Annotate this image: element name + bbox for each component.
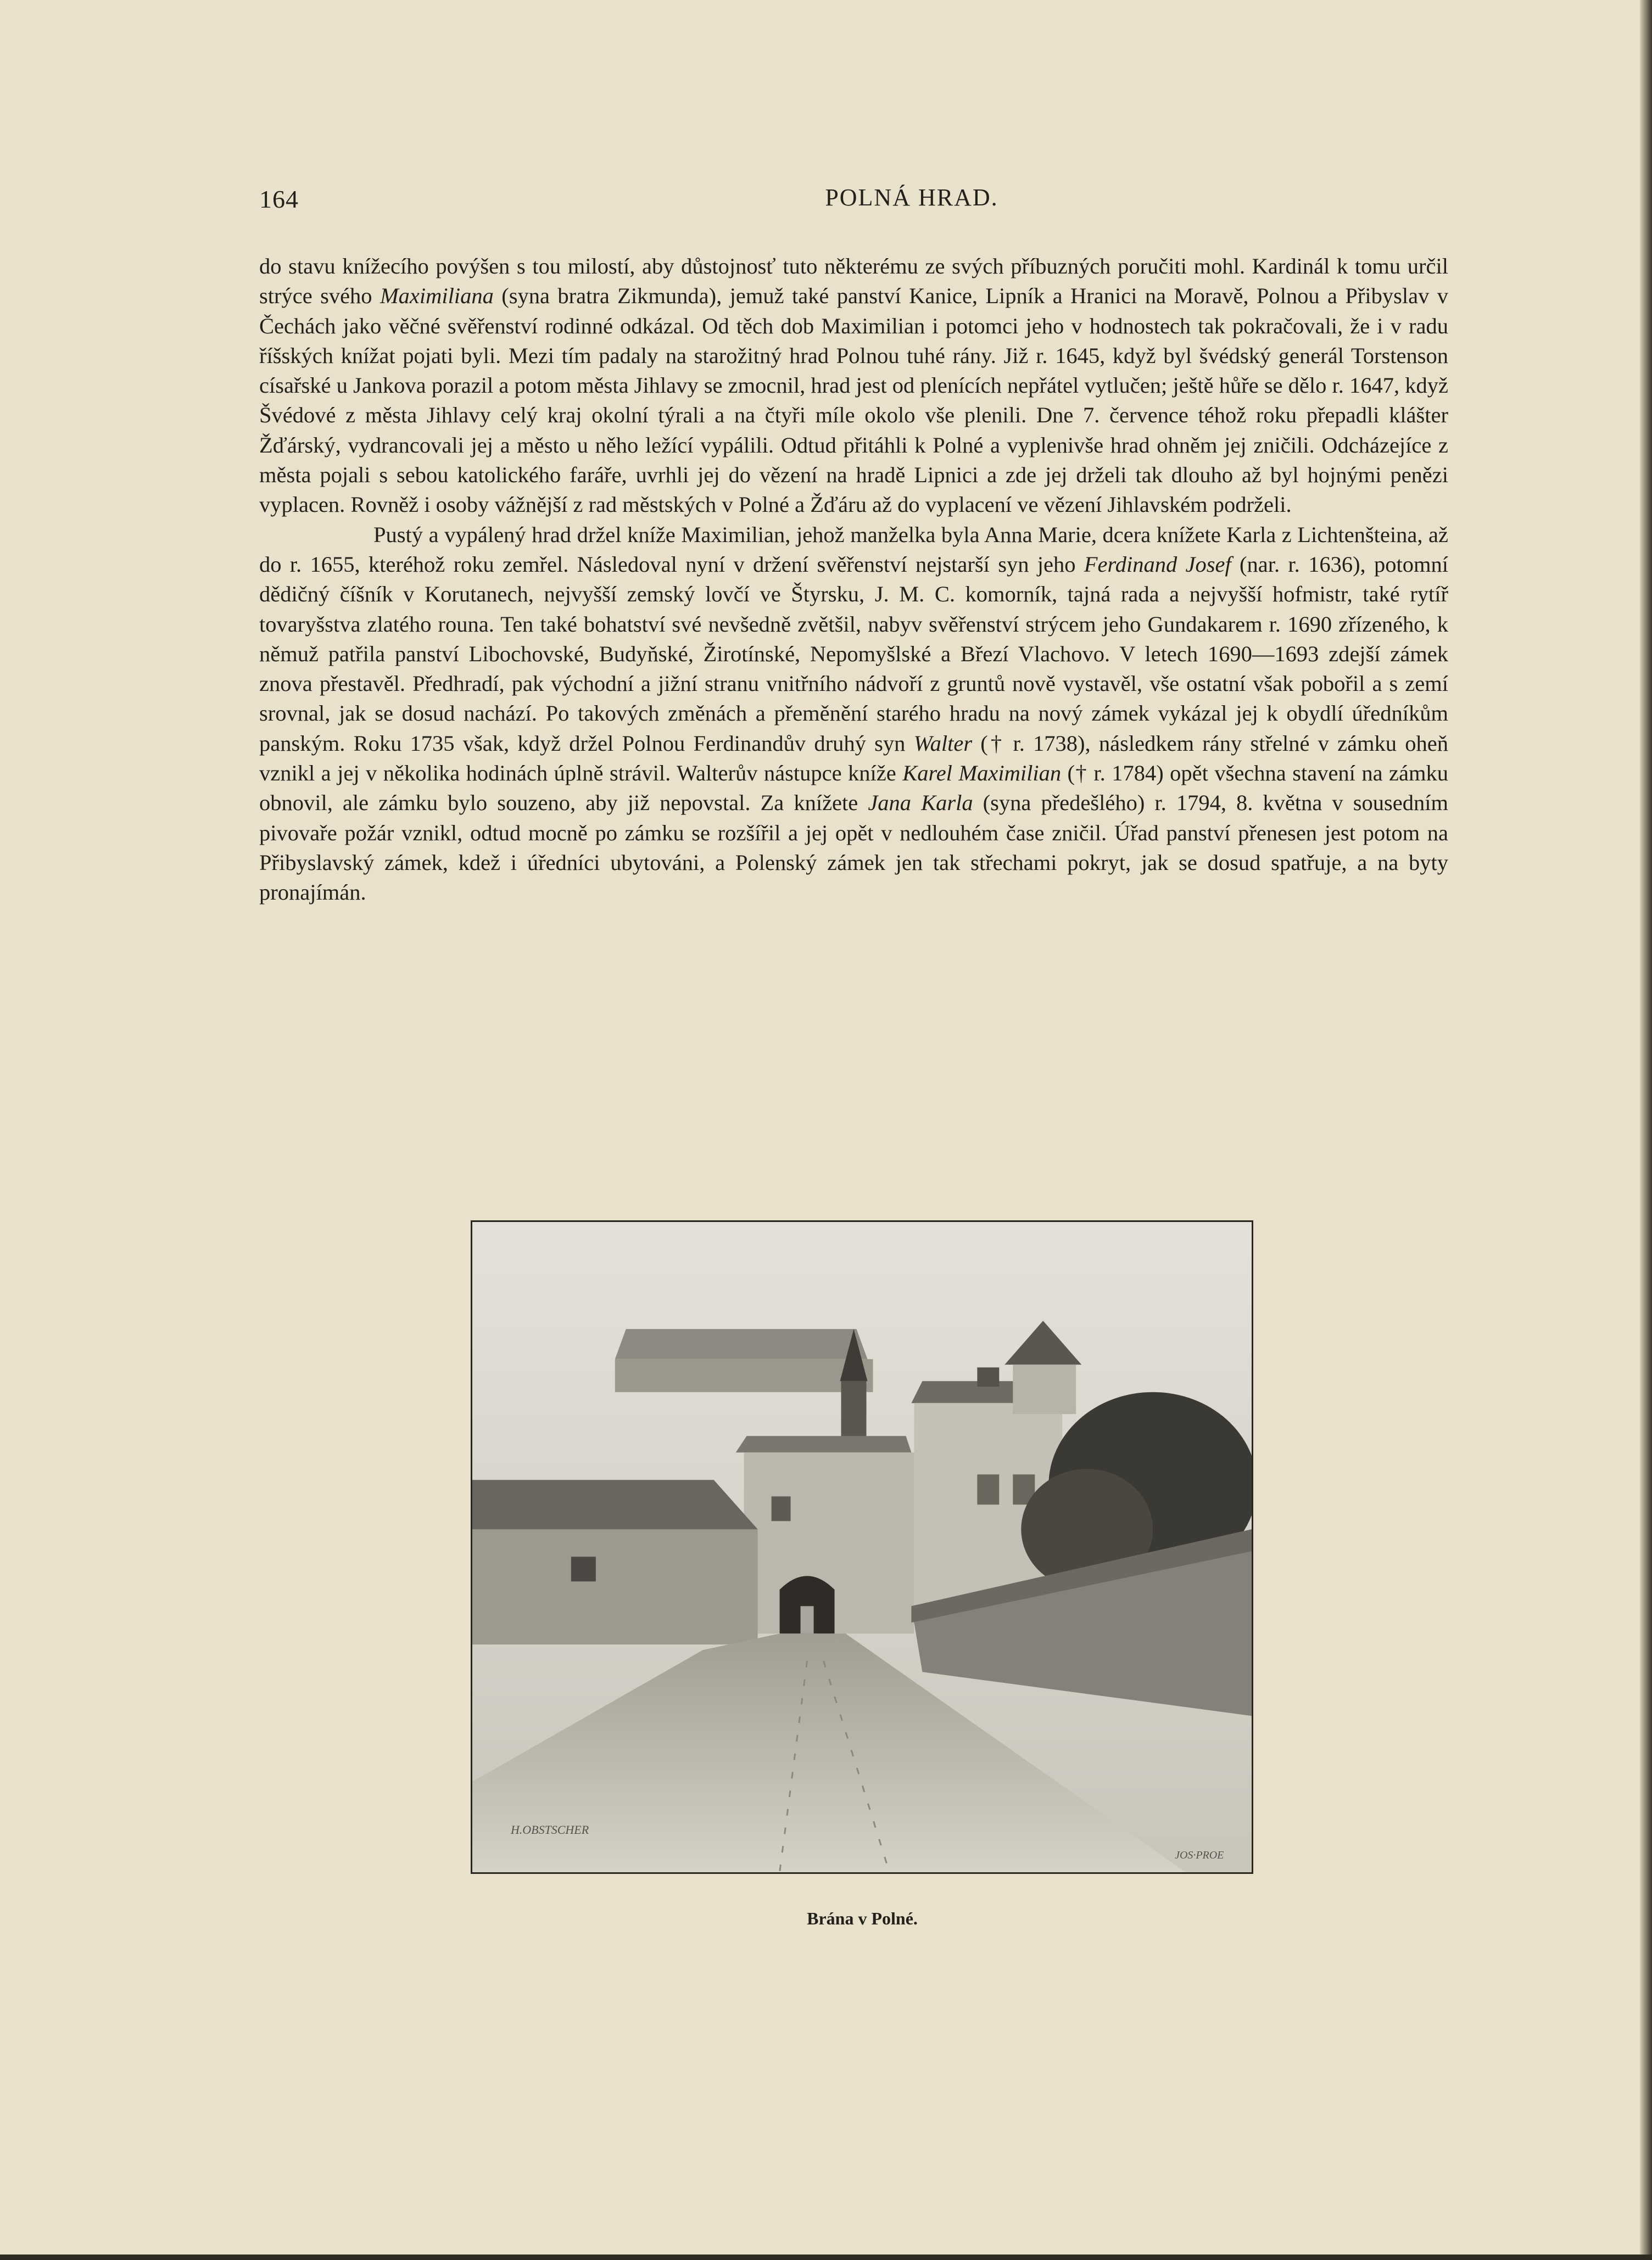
p2-italic-ferdinand-josef: Ferdinand Josef <box>1084 551 1231 577</box>
scan-edge-right <box>1640 0 1652 2260</box>
artist-signature-left: H.OBSTSCHER <box>510 1823 589 1837</box>
p1-text-2: (syna bratra Zikmunda), jemuž také panství Kanice, Lipník a Hranici na Moravě, Polnou a Přibyslav v Čechách jako věčné svěřenství rodinné odkázal. Od těch dob Maximilian i potomci jeho v hodnostech tak pokračovali, že i v radu říšských knížat pojati byli. Mezi tím padaly na starožitný hrad Polnou tuhé rány. Již r. 1645, když byl švédský generál Torstenson císařské u Jankova porazil a potom města Jihlavy se zmocnil, hrad jest od plenících nepřátel vytlučen; ještě hůře se dělo r. 1647, když Švédové z města Jihlavy celý kraj okolní týrali a na čtyři míle okolo vše plenili. Dne 7. července téhož roku přepadli klášter Žďárský, vydrancovali jej a město u něho ležící vypálili. Odtud přitáhli k Polné a vyplenivše hrad ohněm jej zničili. Odcházejíce z města pojali s sebou katolického faráře, uvrhli jej do vězení na hradě Lipnici a zde jej drželi tak dlouho až byl hojnými penězi vyplacen. Rovněž i osoby vážnější z rad městských v Polné a Žďáru až do vyplacení ve vězení Jihlavském podrželi. <box>259 283 1448 517</box>
left-house-window <box>571 1556 596 1581</box>
p1-text-1: do stavu knížecího povýšen s tou milostí, aby důstojnosť tuto některému ze svých příbuzných poručiti mohl. Kardinál k tomu určil strýce svého <box>259 254 1448 309</box>
page-number: 164 <box>259 185 299 213</box>
running-title: POLNÁ HRAD. <box>825 184 998 211</box>
spire-tower <box>841 1381 867 1442</box>
p2-text-3: († r. 1738), následkem rány střelné v zámku oheň vznikl a jej v několika hodinách úplně strávil. Walterův nástupce kníže <box>259 730 1448 786</box>
distant-building <box>615 1359 873 1392</box>
body-text <box>259 252 1448 908</box>
gatehouse-roof <box>736 1436 912 1453</box>
gatehouse-window <box>772 1497 791 1521</box>
scan-edge-bottom <box>0 2255 1652 2260</box>
left-house-wall <box>472 1530 758 1645</box>
tower-body <box>1013 1365 1076 1414</box>
figure-caption: Brána v Polné. <box>807 1909 918 1928</box>
p2-italic-karel-maximilian: Karel Maximilian <box>902 761 1062 786</box>
p2-text-1: Pustý a vypálený hrad držel kníže Maximilian, jehož manželka byla Anna Marie, dcera knížete Karla z Lichtenšteina, až do r. 1655, kteréhož roku zemřel. Následoval nyní v držení svěřenství nejstarší syn jeho <box>259 522 1448 577</box>
gate-light <box>801 1606 814 1633</box>
illustration-gate-polna <box>471 1220 1253 1874</box>
p2-text-4: († r. 1784) opět všechna stavení na zámku obnovil, ale zámku bylo souzeno, aby již nepovstal. Za knížete <box>259 761 1448 816</box>
p2-text-2: (nar. r. 1636), potomní dědičný číšník v Korutanech, nejvyšší zemský lovčí ve Štyrsku, J. M. C. komorník, tajná rada a nejvyšší hofmistr, také rytíř tovaryšstva zlatého rouna. Ten také bohatství své nevšedně zvětšil, nabyv svěřenství strýcem jeho Gundakarem r. 1690 zřízeného, k němuž patřila panství Libochovské, Budyňské, Žirotínské, Nepomyšlské a Březí Vlachovo. V letech 1690—1693 zdejší zámek znova přestavěl. Předhradí, pak východní a jižní stranu vnitřního nádvoří z gruntů nově vystavěl, vše ostatní však pobořil a s zemí srovnal, jak se dosud nachází. Po takových změnách a přeměnění starého hradu na nový zámek vykázal jej k obydlí úředníkům panským. Roku 1735 však, když držel Polnou Ferdinandův druhý syn <box>259 551 1448 756</box>
distant-roof <box>615 1329 868 1359</box>
paragraph-1 <box>259 252 1448 520</box>
castle-window <box>977 1475 999 1505</box>
p1-italic-maximiliana: Maximiliana <box>379 283 494 309</box>
castle-gate-engraving <box>472 1222 1252 1872</box>
artist-signature-right: JOS·PROE <box>1175 1849 1224 1862</box>
p2-italic-walter: Walter <box>913 730 973 756</box>
chimney <box>977 1368 999 1387</box>
left-house-roof <box>472 1480 758 1530</box>
p2-italic-jana-karla: Jana Karla <box>868 790 973 816</box>
paragraph-2 <box>259 520 1448 908</box>
p2-text-5: (syna předešlého) r. 1794, 8. května v sousedním pivovaře požár vznikl, odtud mocně po zámku se rozšířil a jej opět v nedlouhém čase zničil. Úřad panství přenesen jest potom na Přibyslavský zámek, kdež i úředníci ubytováni, a Polenský zámek jen tak střechami pokryt, jak se dosud spatřuje, a na byty pronajímán. <box>259 790 1448 905</box>
